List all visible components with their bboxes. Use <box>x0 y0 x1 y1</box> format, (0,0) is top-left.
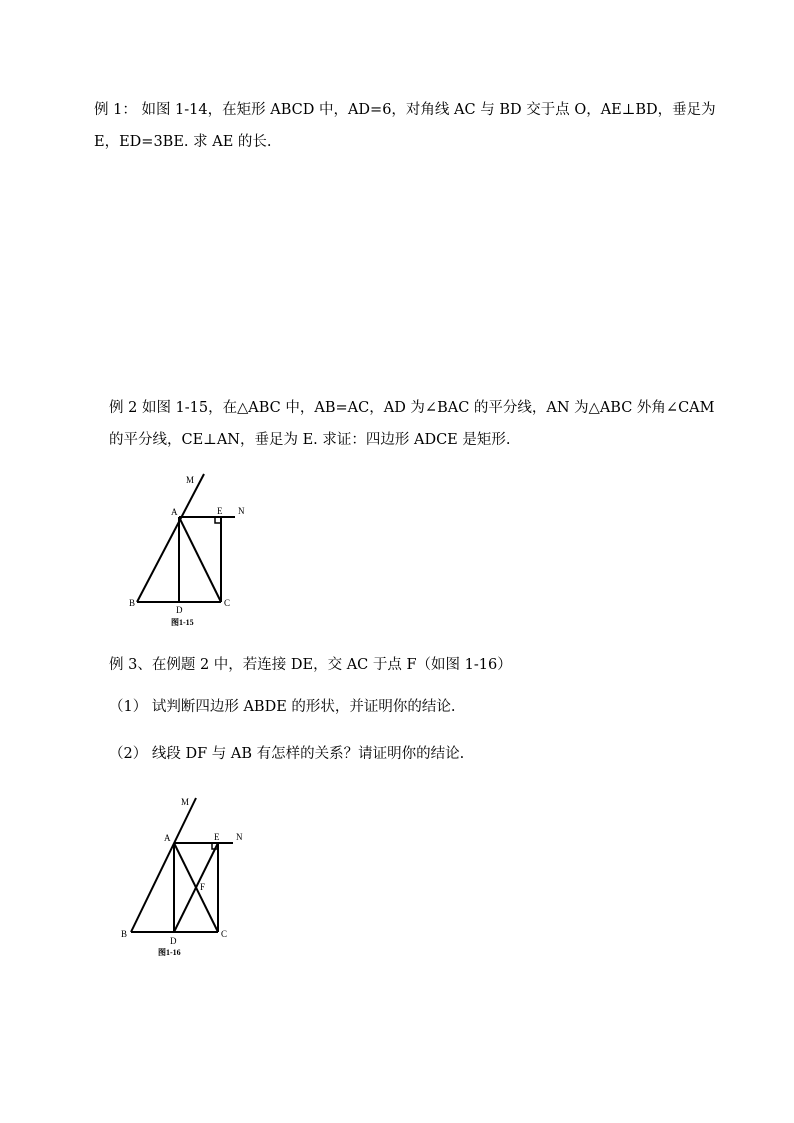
label-C: C <box>224 598 231 608</box>
label-M: M <box>186 475 195 485</box>
label-D: D <box>170 936 177 946</box>
figure-1-15-lines <box>137 474 235 602</box>
label-A: A <box>171 507 178 517</box>
label-D: D <box>176 605 183 615</box>
line-BM <box>137 474 204 602</box>
line-AC <box>179 517 221 602</box>
example3-intro: 例 3、在例题 2 中，若连接 DE，交 AC 于点 F（如图 1-16） <box>109 657 512 673</box>
example1-line1: 例 1： 如图 1-14，在矩形 ABCD 中，AD=6，对角线 AC 与 BD 交于点 O，AE⊥BD，垂足为 <box>94 102 716 118</box>
label-N: N <box>238 506 245 516</box>
example2-line1: 例 2 如图 1-15，在△ABC 中，AB=AC，AD 为∠BAC 的平分线，AN 为△ABC 外角∠CAM <box>109 400 715 416</box>
figure-1-15-caption: 图1-15 <box>171 618 194 627</box>
example1-line2: E，ED=3BE. 求 AE 的长. <box>94 134 272 150</box>
right-angle-mark <box>212 843 218 849</box>
label-N: N <box>236 832 243 842</box>
line-DE <box>174 843 218 932</box>
example3-question-1: （1） 试判断四边形 ABDE 的形状，并证明你的结论. <box>109 699 456 715</box>
right-angle-mark <box>215 517 221 523</box>
label-B: B <box>121 929 128 939</box>
label-B: B <box>129 598 136 608</box>
label-C: C <box>221 929 228 939</box>
line-BM <box>131 798 196 932</box>
line-AC <box>174 843 218 932</box>
label-E: E <box>214 832 220 842</box>
figure-1-16-lines <box>131 798 233 932</box>
example3-question-2: （2） 线段 DF 与 AB 有怎样的关系？请证明你的结论. <box>109 746 465 762</box>
example2-line2: 的平分线，CE⊥AN，垂足为 E. 求证：四边形 ADCE 是矩形. <box>109 432 511 448</box>
label-E: E <box>217 506 223 516</box>
label-A: A <box>164 833 171 843</box>
label-M: M <box>181 797 190 807</box>
figure-1-16-caption: 图1-16 <box>158 948 181 957</box>
label-F: F <box>200 882 206 892</box>
